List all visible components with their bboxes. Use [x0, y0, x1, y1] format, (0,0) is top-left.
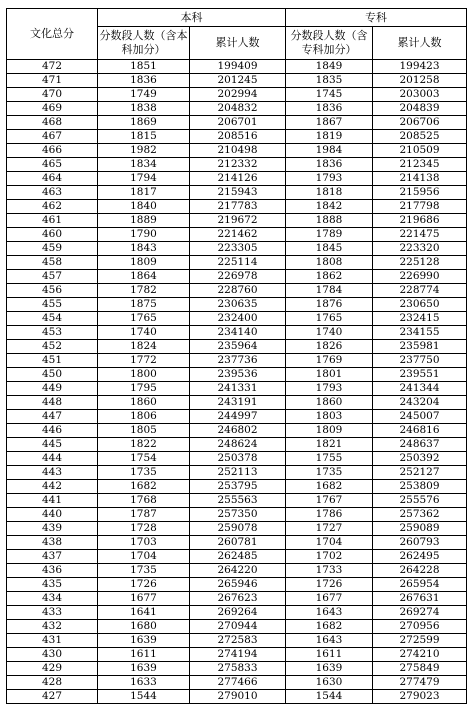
- cell-vocational-count: 1735: [286, 466, 373, 480]
- cell-score: 472: [7, 60, 98, 74]
- cell-undergrad-count: 1795: [98, 382, 190, 396]
- header-undergrad-group: 本科: [98, 9, 286, 27]
- cell-vocational-cumulative: 248637: [373, 438, 467, 452]
- cell-vocational-cumulative: 219686: [373, 214, 467, 228]
- cell-score: 435: [7, 578, 98, 592]
- cell-undergrad-cumulative: 248624: [190, 438, 286, 452]
- table-row: [7, 508, 467, 522]
- cell-undergrad-count: 1735: [98, 564, 190, 578]
- cell-vocational-count: 1819: [286, 130, 373, 144]
- cell-undergrad-cumulative: 223305: [190, 242, 286, 256]
- cell-score: 438: [7, 536, 98, 550]
- cell-undergrad-cumulative: 199409: [190, 60, 286, 74]
- cell-undergrad-count: 1843: [98, 242, 190, 256]
- cell-vocational-cumulative: 255576: [373, 494, 467, 508]
- cell-vocational-cumulative: 221475: [373, 228, 467, 242]
- cell-undergrad-count: 1787: [98, 508, 190, 522]
- table-row: [7, 410, 467, 424]
- cell-undergrad-count: 1704: [98, 550, 190, 564]
- cell-score: 463: [7, 186, 98, 200]
- table-row: [7, 578, 467, 592]
- cell-undergrad-cumulative: 264220: [190, 564, 286, 578]
- cell-vocational-cumulative: 262495: [373, 550, 467, 564]
- table-row: [7, 480, 467, 494]
- cell-undergrad-count: 1633: [98, 676, 190, 690]
- cell-vocational-count: 1726: [286, 578, 373, 592]
- cell-vocational-cumulative: 228774: [373, 284, 467, 298]
- cell-vocational-count: 1818: [286, 186, 373, 200]
- cell-undergrad-count: 1749: [98, 88, 190, 102]
- cell-undergrad-cumulative: 255563: [190, 494, 286, 508]
- cell-vocational-count: 1801: [286, 368, 373, 382]
- cell-undergrad-count: 1768: [98, 494, 190, 508]
- cell-undergrad-cumulative: 241331: [190, 382, 286, 396]
- cell-score: 468: [7, 116, 98, 130]
- cell-vocational-count: 1643: [286, 634, 373, 648]
- cell-undergrad-count: 1875: [98, 298, 190, 312]
- cell-undergrad-count: 1735: [98, 466, 190, 480]
- cell-vocational-count: 1789: [286, 228, 373, 242]
- table-row: [7, 522, 467, 536]
- cell-vocational-cumulative: 243204: [373, 396, 467, 410]
- cell-vocational-count: 1786: [286, 508, 373, 522]
- header-score: 文化总分: [7, 9, 98, 60]
- cell-undergrad-count: 1754: [98, 452, 190, 466]
- cell-vocational-count: 1677: [286, 592, 373, 606]
- header-undergrad-cumulative: 累计人数: [190, 27, 286, 60]
- cell-vocational-count: 1704: [286, 536, 373, 550]
- cell-score: 427: [7, 690, 98, 704]
- cell-vocational-count: 1784: [286, 284, 373, 298]
- cell-undergrad-count: 1834: [98, 158, 190, 172]
- header-undergrad-count: 分数段人数（含本科加分）: [98, 27, 190, 60]
- table-row: [7, 298, 467, 312]
- cell-score: 457: [7, 270, 98, 284]
- cell-undergrad-cumulative: 225114: [190, 256, 286, 270]
- cell-vocational-count: 1767: [286, 494, 373, 508]
- cell-undergrad-cumulative: 214126: [190, 172, 286, 186]
- cell-undergrad-count: 1641: [98, 606, 190, 620]
- cell-undergrad-count: 1822: [98, 438, 190, 452]
- table-row: [7, 424, 467, 438]
- table-row: [7, 228, 467, 242]
- table-body: [7, 60, 467, 704]
- cell-undergrad-cumulative: 246802: [190, 424, 286, 438]
- cell-undergrad-count: 1794: [98, 172, 190, 186]
- cell-score: 464: [7, 172, 98, 186]
- cell-vocational-count: 1702: [286, 550, 373, 564]
- cell-undergrad-count: 1639: [98, 634, 190, 648]
- cell-vocational-cumulative: 269274: [373, 606, 467, 620]
- cell-vocational-count: 1867: [286, 116, 373, 130]
- cell-undergrad-cumulative: 239536: [190, 368, 286, 382]
- cell-undergrad-cumulative: 237736: [190, 354, 286, 368]
- cell-undergrad-count: 1805: [98, 424, 190, 438]
- cell-undergrad-cumulative: 204832: [190, 102, 286, 116]
- cell-vocational-count: 1765: [286, 312, 373, 326]
- cell-undergrad-cumulative: 202994: [190, 88, 286, 102]
- cell-score: 430: [7, 648, 98, 662]
- cell-undergrad-cumulative: 262485: [190, 550, 286, 564]
- cell-score: 443: [7, 466, 98, 480]
- cell-vocational-count: 1888: [286, 214, 373, 228]
- table-row: [7, 74, 467, 88]
- table-row: [7, 606, 467, 620]
- cell-vocational-cumulative: 265954: [373, 578, 467, 592]
- cell-undergrad-count: 1728: [98, 522, 190, 536]
- cell-score: 454: [7, 312, 98, 326]
- cell-undergrad-cumulative: 215943: [190, 186, 286, 200]
- cell-undergrad-count: 1840: [98, 200, 190, 214]
- cell-score: 447: [7, 410, 98, 424]
- cell-vocational-cumulative: 199423: [373, 60, 467, 74]
- cell-score: 458: [7, 256, 98, 270]
- cell-vocational-count: 1769: [286, 354, 373, 368]
- table-row: [7, 368, 467, 382]
- cell-undergrad-cumulative: 260781: [190, 536, 286, 550]
- cell-score: 451: [7, 354, 98, 368]
- cell-vocational-cumulative: 275849: [373, 662, 467, 676]
- table-row: [7, 690, 467, 704]
- cell-vocational-count: 1682: [286, 620, 373, 634]
- cell-vocational-cumulative: 245007: [373, 410, 467, 424]
- cell-undergrad-cumulative: 259078: [190, 522, 286, 536]
- cell-score: 461: [7, 214, 98, 228]
- cell-vocational-cumulative: 210509: [373, 144, 467, 158]
- cell-vocational-count: 1755: [286, 452, 373, 466]
- table-row: [7, 438, 467, 452]
- header-vocational-group: 专科: [286, 9, 467, 27]
- cell-vocational-cumulative: 226990: [373, 270, 467, 284]
- cell-vocational-cumulative: 212345: [373, 158, 467, 172]
- cell-undergrad-count: 1836: [98, 74, 190, 88]
- table-row: [7, 242, 467, 256]
- cell-vocational-cumulative: 270956: [373, 620, 467, 634]
- cell-undergrad-cumulative: 270944: [190, 620, 286, 634]
- cell-undergrad-count: 1817: [98, 186, 190, 200]
- cell-score: 462: [7, 200, 98, 214]
- cell-vocational-cumulative: 250392: [373, 452, 467, 466]
- table-row: [7, 494, 467, 508]
- cell-vocational-cumulative: 252127: [373, 466, 467, 480]
- cell-score: 460: [7, 228, 98, 242]
- cell-undergrad-cumulative: 219672: [190, 214, 286, 228]
- cell-undergrad-cumulative: 230635: [190, 298, 286, 312]
- cell-vocational-count: 1809: [286, 424, 373, 438]
- cell-undergrad-cumulative: 234140: [190, 326, 286, 340]
- cell-vocational-count: 1793: [286, 172, 373, 186]
- cell-vocational-cumulative: 208525: [373, 130, 467, 144]
- cell-undergrad-cumulative: 208516: [190, 130, 286, 144]
- cell-vocational-count: 1740: [286, 326, 373, 340]
- cell-vocational-count: 1849: [286, 60, 373, 74]
- table-row: [7, 200, 467, 214]
- cell-vocational-cumulative: 225128: [373, 256, 467, 270]
- cell-vocational-cumulative: 204839: [373, 102, 467, 116]
- cell-vocational-cumulative: 246816: [373, 424, 467, 438]
- cell-undergrad-count: 1815: [98, 130, 190, 144]
- cell-vocational-cumulative: 230650: [373, 298, 467, 312]
- cell-vocational-cumulative: 259089: [373, 522, 467, 536]
- cell-vocational-count: 1842: [286, 200, 373, 214]
- cell-vocational-cumulative: 201258: [373, 74, 467, 88]
- cell-score: 456: [7, 284, 98, 298]
- cell-vocational-count: 1793: [286, 382, 373, 396]
- table-row: [7, 116, 467, 130]
- table-row: [7, 158, 467, 172]
- cell-undergrad-cumulative: 243191: [190, 396, 286, 410]
- cell-undergrad-count: 1800: [98, 368, 190, 382]
- cell-vocational-cumulative: 264228: [373, 564, 467, 578]
- cell-vocational-count: 1826: [286, 340, 373, 354]
- cell-score: 470: [7, 88, 98, 102]
- cell-undergrad-count: 1611: [98, 648, 190, 662]
- table-row: [7, 550, 467, 564]
- cell-vocational-count: 1682: [286, 480, 373, 494]
- cell-vocational-cumulative: 215956: [373, 186, 467, 200]
- cell-vocational-cumulative: 253809: [373, 480, 467, 494]
- cell-vocational-count: 1803: [286, 410, 373, 424]
- cell-vocational-count: 1836: [286, 102, 373, 116]
- cell-score: 445: [7, 438, 98, 452]
- cell-score: 431: [7, 634, 98, 648]
- cell-score: 459: [7, 242, 98, 256]
- cell-vocational-cumulative: 279023: [373, 690, 467, 704]
- cell-undergrad-count: 1677: [98, 592, 190, 606]
- table-row: [7, 536, 467, 550]
- cell-vocational-count: 1835: [286, 74, 373, 88]
- cell-undergrad-count: 1682: [98, 480, 190, 494]
- cell-undergrad-count: 1838: [98, 102, 190, 116]
- cell-vocational-count: 1643: [286, 606, 373, 620]
- cell-undergrad-count: 1544: [98, 690, 190, 704]
- table-row: [7, 256, 467, 270]
- cell-undergrad-count: 1782: [98, 284, 190, 298]
- table-row: [7, 130, 467, 144]
- cell-undergrad-cumulative: 235964: [190, 340, 286, 354]
- table-row: [7, 144, 467, 158]
- table-row: [7, 270, 467, 284]
- table-row: [7, 326, 467, 340]
- cell-score: 434: [7, 592, 98, 606]
- cell-undergrad-cumulative: 217783: [190, 200, 286, 214]
- cell-undergrad-count: 1809: [98, 256, 190, 270]
- table-row: [7, 102, 467, 116]
- cell-undergrad-count: 1889: [98, 214, 190, 228]
- cell-vocational-count: 1876: [286, 298, 373, 312]
- cell-undergrad-cumulative: 206701: [190, 116, 286, 130]
- cell-undergrad-cumulative: 274194: [190, 648, 286, 662]
- cell-score: 449: [7, 382, 98, 396]
- cell-undergrad-count: 1772: [98, 354, 190, 368]
- cell-undergrad-cumulative: 212332: [190, 158, 286, 172]
- cell-score: 439: [7, 522, 98, 536]
- table-row: [7, 214, 467, 228]
- cell-undergrad-count: 1726: [98, 578, 190, 592]
- cell-vocational-count: 1836: [286, 158, 373, 172]
- cell-undergrad-count: 1982: [98, 144, 190, 158]
- cell-vocational-cumulative: 223320: [373, 242, 467, 256]
- cell-score: 442: [7, 480, 98, 494]
- cell-undergrad-cumulative: 279010: [190, 690, 286, 704]
- header-vocational-count: 分数段人数（含专科加分）: [286, 27, 373, 60]
- cell-undergrad-count: 1864: [98, 270, 190, 284]
- cell-score: 469: [7, 102, 98, 116]
- table-row: [7, 634, 467, 648]
- cell-undergrad-cumulative: 232400: [190, 312, 286, 326]
- cell-undergrad-cumulative: 269264: [190, 606, 286, 620]
- cell-vocational-cumulative: 239551: [373, 368, 467, 382]
- cell-score: 467: [7, 130, 98, 144]
- cell-undergrad-count: 1806: [98, 410, 190, 424]
- cell-vocational-count: 1611: [286, 648, 373, 662]
- cell-vocational-cumulative: 241344: [373, 382, 467, 396]
- table-row: [7, 312, 467, 326]
- table-row: [7, 186, 467, 200]
- table-row: [7, 396, 467, 410]
- cell-vocational-cumulative: 237750: [373, 354, 467, 368]
- cell-vocational-count: 1745: [286, 88, 373, 102]
- table-row: [7, 452, 467, 466]
- cell-vocational-cumulative: 214138: [373, 172, 467, 186]
- cell-vocational-cumulative: 260793: [373, 536, 467, 550]
- cell-undergrad-cumulative: 221462: [190, 228, 286, 242]
- cell-score: 448: [7, 396, 98, 410]
- cell-undergrad-cumulative: 275833: [190, 662, 286, 676]
- header-vocational-cumulative: 累计人数: [373, 27, 467, 60]
- table-row: [7, 620, 467, 634]
- cell-undergrad-cumulative: 265946: [190, 578, 286, 592]
- cell-undergrad-count: 1860: [98, 396, 190, 410]
- cell-score: 452: [7, 340, 98, 354]
- table-row: [7, 382, 467, 396]
- cell-score: 444: [7, 452, 98, 466]
- cell-undergrad-cumulative: 201245: [190, 74, 286, 88]
- cell-undergrad-count: 1680: [98, 620, 190, 634]
- cell-score: 433: [7, 606, 98, 620]
- score-distribution-table: [6, 8, 467, 704]
- cell-vocational-count: 1639: [286, 662, 373, 676]
- table-row: [7, 88, 467, 102]
- cell-score: 466: [7, 144, 98, 158]
- cell-score: 450: [7, 368, 98, 382]
- cell-score: 437: [7, 550, 98, 564]
- cell-undergrad-count: 1765: [98, 312, 190, 326]
- cell-vocational-cumulative: 206706: [373, 116, 467, 130]
- cell-score: 455: [7, 298, 98, 312]
- cell-undergrad-cumulative: 244997: [190, 410, 286, 424]
- cell-vocational-count: 1727: [286, 522, 373, 536]
- cell-undergrad-cumulative: 228760: [190, 284, 286, 298]
- cell-undergrad-cumulative: 253795: [190, 480, 286, 494]
- cell-score: 471: [7, 74, 98, 88]
- cell-undergrad-cumulative: 250378: [190, 452, 286, 466]
- table-row: [7, 676, 467, 690]
- table-row: [7, 466, 467, 480]
- cell-undergrad-cumulative: 272583: [190, 634, 286, 648]
- cell-score: 432: [7, 620, 98, 634]
- table-row: [7, 284, 467, 298]
- cell-undergrad-cumulative: 257350: [190, 508, 286, 522]
- cell-vocational-count: 1630: [286, 676, 373, 690]
- cell-undergrad-count: 1851: [98, 60, 190, 74]
- cell-vocational-cumulative: 217798: [373, 200, 467, 214]
- cell-score: 436: [7, 564, 98, 578]
- table-row: [7, 662, 467, 676]
- cell-undergrad-count: 1639: [98, 662, 190, 676]
- cell-undergrad-cumulative: 210498: [190, 144, 286, 158]
- cell-vocational-cumulative: 277479: [373, 676, 467, 690]
- cell-score: 440: [7, 508, 98, 522]
- cell-vocational-count: 1862: [286, 270, 373, 284]
- cell-undergrad-count: 1740: [98, 326, 190, 340]
- table-row: [7, 648, 467, 662]
- cell-vocational-count: 1733: [286, 564, 373, 578]
- cell-score: 441: [7, 494, 98, 508]
- cell-vocational-count: 1821: [286, 438, 373, 452]
- cell-score: 429: [7, 662, 98, 676]
- cell-undergrad-cumulative: 252113: [190, 466, 286, 480]
- cell-vocational-cumulative: 267631: [373, 592, 467, 606]
- cell-undergrad-count: 1703: [98, 536, 190, 550]
- score-distribution-table-container: [6, 8, 467, 704]
- table-row: [7, 172, 467, 186]
- cell-undergrad-cumulative: 277466: [190, 676, 286, 690]
- cell-undergrad-count: 1869: [98, 116, 190, 130]
- cell-vocational-cumulative: 257362: [373, 508, 467, 522]
- table-row: [7, 340, 467, 354]
- cell-score: 453: [7, 326, 98, 340]
- cell-vocational-cumulative: 235981: [373, 340, 467, 354]
- table-header: [7, 9, 467, 60]
- cell-vocational-cumulative: 203003: [373, 88, 467, 102]
- cell-vocational-count: 1544: [286, 690, 373, 704]
- cell-vocational-cumulative: 232415: [373, 312, 467, 326]
- cell-undergrad-count: 1790: [98, 228, 190, 242]
- cell-score: 465: [7, 158, 98, 172]
- cell-score: 428: [7, 676, 98, 690]
- cell-vocational-cumulative: 272599: [373, 634, 467, 648]
- cell-undergrad-cumulative: 267623: [190, 592, 286, 606]
- cell-vocational-cumulative: 234155: [373, 326, 467, 340]
- table-row: [7, 354, 467, 368]
- cell-vocational-count: 1860: [286, 396, 373, 410]
- cell-undergrad-cumulative: 226978: [190, 270, 286, 284]
- cell-score: 446: [7, 424, 98, 438]
- cell-vocational-count: 1984: [286, 144, 373, 158]
- cell-undergrad-count: 1824: [98, 340, 190, 354]
- table-row: [7, 592, 467, 606]
- table-row: [7, 60, 467, 74]
- cell-vocational-cumulative: 274210: [373, 648, 467, 662]
- table-row: [7, 564, 467, 578]
- cell-vocational-count: 1845: [286, 242, 373, 256]
- cell-vocational-count: 1808: [286, 256, 373, 270]
